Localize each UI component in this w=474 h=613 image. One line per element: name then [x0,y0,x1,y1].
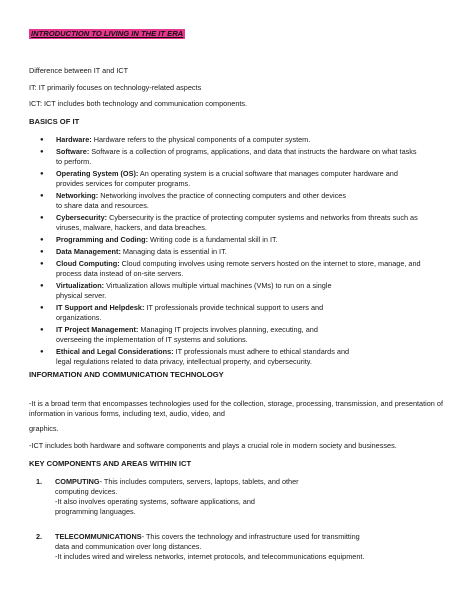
intro-line-1: Difference between IT and ICT [29,66,129,75]
basics-item [29,281,459,301]
ict-paragraph-1: -It is a broad term that encompasses technologies used for the collection, storage, processing, transmission, and presentation of information in various forms, including text, audio, video, and [29,399,443,419]
component-number: 1. [36,477,43,486]
basics-item [29,135,459,145]
component-text: - This includes computers, servers, laptops, tablets, and other [99,477,299,486]
component-text: computing devices. [55,487,118,496]
basics-item-text: organizations. [56,313,102,322]
basics-item-text: IT professionals provide technical support to users and [144,303,324,312]
component-item [29,532,449,562]
component-term: TELECOMMUNICATIONS [55,532,142,541]
basics-item-text: provides services for computer programs. [56,179,191,188]
component-term: COMPUTING [55,477,100,486]
document-title: INTRODUCTION TO LIVING IN THE IT ERA [31,29,184,38]
basics-item [29,235,459,245]
basics-item-text: to share data and resources. [56,201,149,210]
ict-heading: INFORMATION AND COMMUNICATION TECHNOLOGY [29,370,224,379]
bullet-icon: ● [40,149,44,155]
basics-item-text: process data instead of on-site servers. [56,269,184,278]
bullet-icon: ● [40,215,44,221]
bullet-icon: ● [40,193,44,199]
components-heading: KEY COMPONENTS AND AREAS WITHIN ICT [29,459,192,468]
bullet-icon: ● [40,137,44,143]
component-text: -It includes wired and wireless networks, internet protocols, and telecommunications equipment. [55,552,365,561]
basics-item-term: Software: [56,147,90,156]
basics-item-text: viruses, malware, hackers, and data breaches. [56,223,207,232]
intro-line-2: IT: IT primarily focuses on technology-related aspects [29,83,202,92]
components-list [29,477,449,562]
basics-item-term: Cybersecurity: [56,213,108,222]
basics-item-term: Ethical and Legal Considerations: [56,347,174,356]
bullet-icon: ● [40,261,44,267]
ict-paragraph-2: -ICT includes both hardware and software components and plays a crucial role in modern society and businesses. [29,441,397,450]
basics-item-text: physical server. [56,291,107,300]
basics-item-term: Data Management: [56,247,121,256]
bullet-icon: ● [40,305,44,311]
basics-item-term: Virtualization: [56,281,105,290]
basics-list [29,135,459,369]
basics-item [29,191,459,211]
basics-item-text: to perform. [56,157,92,166]
bullet-icon: ● [40,237,44,243]
component-number: 2. [36,532,43,541]
basics-item [29,213,459,233]
basics-item-term: Cloud Computing: [56,259,120,268]
basics-item-text: Hardware refers to the physical components of a computer system. [91,135,311,144]
basics-item-text: overseeing the implementation of IT systems and solutions. [56,335,248,344]
basics-item-term: Programming and Coding: [56,235,149,244]
basics-item [29,169,459,189]
basics-item-text: legal regulations related to data privacy, intellectual property, and cybersecurity. [56,357,312,366]
bullet-icon: ● [40,283,44,289]
basics-item-text: Writing code is a fundamental skill in IT. [148,235,278,244]
component-text: - This covers the technology and infrastructure used for transmitting [141,532,360,541]
basics-heading: BASICS OF IT [29,117,80,126]
bullet-icon: ● [40,327,44,333]
component-text: programming languages. [55,507,136,516]
basics-item-term: IT Support and Helpdesk: [56,303,145,312]
basics-item-term: Hardware: [56,135,92,144]
component-text: -It also involves operating systems, software applications, and [55,497,255,506]
basics-item-text: IT professionals must adhere to ethical standards and [173,347,350,356]
basics-item-text: Managing data is essential in IT. [120,247,227,256]
basics-item-text: Virtualization allows multiple virtual machines (VMs) to run on a single [104,281,332,290]
basics-item [29,347,459,367]
basics-item [29,247,459,257]
basics-item-text: Cloud computing involves using remote servers hosted on the internet to store, manage, and [119,259,421,268]
basics-item [29,147,459,167]
bullet-icon: ● [40,249,44,255]
basics-item [29,325,459,345]
intro-line-3: ICT: ICT includes both technology and communication components. [29,99,248,108]
basics-item-term: IT Project Management: [56,325,139,334]
bullet-icon: ● [40,171,44,177]
basics-item-term: Operating System (OS): [56,169,139,178]
basics-item [29,259,459,279]
component-text: data and communication over long distances. [55,542,202,551]
component-item [29,477,449,517]
basics-item [29,303,459,323]
basics-item-text: An operating system is a crucial software that manages computer hardware and [138,169,398,178]
basics-item-text: Managing IT projects involves planning, executing, and [138,325,318,334]
basics-item-text: Cybersecurity is the practice of protecting computer systems and networks from threats such as [107,213,418,222]
ict-paragraph-1-tail: graphics. [29,424,59,433]
basics-item-text: Networking involves the practice of connecting computers and other devices [98,191,346,200]
bullet-icon: ● [40,349,44,355]
basics-item-text: Software is a collection of programs, applications, and data that instructs the hardware on what tasks [89,147,417,156]
basics-item-term: Networking: [56,191,99,200]
